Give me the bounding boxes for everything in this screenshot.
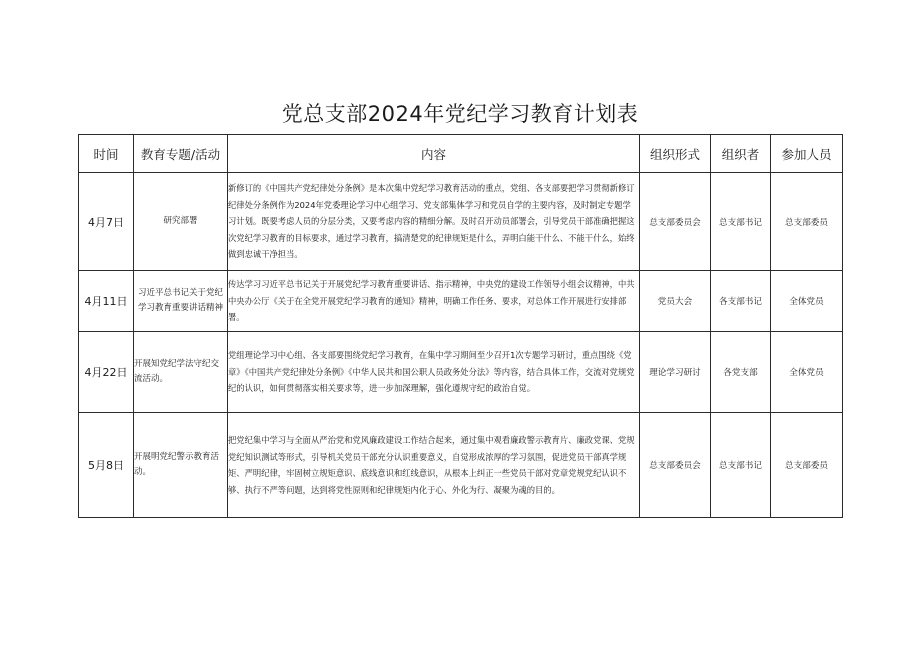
row-participants: 全体党员	[771, 271, 843, 332]
header-content: 内容	[228, 135, 640, 173]
header-participants: 参加人员	[771, 135, 843, 173]
row-organizer: 各支部书记	[711, 271, 771, 332]
table-row	[79, 413, 843, 518]
row-organizer: 各党支部	[711, 332, 771, 413]
header-organizer: 组织者	[711, 135, 771, 173]
row-content: 新修订的《中国共产党纪律处分条例》是本次集中党纪学习教育活动的重点，党组、各支部要把学习贯彻新修订纪律处分条例作为2024年党委理论学习中心组学习、党支部集体学习和党员自学的主要内容，及时制定专题学习计划。既要考虑人员的分层分类，又要考虑内容的精细分解。及时召开动员部署会，引导党员干部准确把握这次党纪学习教育的目标要求，通过学习教育，搞清楚党的纪律规矩是什么，弄明白能干什么、不能干什么，始终做到忠诚干净担当。	[228, 173, 640, 271]
plan-table	[78, 134, 843, 518]
row-participants: 总支部委员	[771, 173, 843, 271]
table-header-row	[79, 135, 843, 173]
row-date: 4月11日	[79, 271, 134, 332]
row-organizer: 总支部书记	[711, 413, 771, 518]
row-date: 4月7日	[79, 173, 134, 271]
page-title: 党总支部2024年党纪学习教育计划表	[281, 102, 639, 126]
header-time: 时间	[79, 135, 134, 173]
row-topic: 习近平总书记关于党纪学习教育重要讲话精神	[134, 271, 228, 332]
row-participants: 总支部委员	[771, 413, 843, 518]
row-participants: 全体党员	[771, 332, 843, 413]
row-form: 总支部委员会	[640, 413, 711, 518]
table-row	[79, 332, 843, 413]
row-topic: 开展知党纪学法守纪交流活动。	[134, 332, 228, 413]
row-content: 传达学习习近平总书记关于开展党纪学习教育重要讲话、指示精神，中央党的建设工作领导小组会议精神，中共中央办公厅《关于在全党开展党纪学习教育的通知》精神，明确工作任务、要求，对总体工作开展进行安排部署。	[228, 271, 640, 332]
row-form: 理论学习研讨	[640, 332, 711, 413]
table-row	[79, 271, 843, 332]
row-form: 党员大会	[640, 271, 711, 332]
row-date: 4月22日	[79, 332, 134, 413]
row-date: 5月8日	[79, 413, 134, 518]
row-form: 总支部委员会	[640, 173, 711, 271]
row-content: 把党纪集中学习与全面从严治党和党风廉政建设工作结合起来，通过集中观看廉政警示教育片、廉政党课、党规党纪知识测试等形式，引导机关党员干部充分认识重要意义，自觉形成浓厚的学习氛围，促进党员干部真学规矩、严明纪律，牢固树立规矩意识、底线意识和红线意识，从根本上纠正一些党员干部对党章党规党纪认识不够、执行不严等问题，达到将党性原则和纪律规矩内化于心、外化为行、凝聚为魂的目的。	[228, 413, 640, 518]
row-topic: 研究部署	[134, 173, 228, 271]
header-form: 组织形式	[640, 135, 711, 173]
row-topic: 开展明党纪警示教育活动。	[134, 413, 228, 518]
row-content: 党组理论学习中心组、各支部要围绕党纪学习教育，在集中学习期间至少召开1次专题学习研讨，重点围绕《党章》《中国共产党纪律处分条例》《中华人民共和国公职人员政务处分法》等内容，结合具体工作，交流对党规党纪的认识，如何贯彻落实相关要求等，进一步加深理解，强化遵规守纪的政治自觉。	[228, 332, 640, 413]
table-row	[79, 173, 843, 271]
header-topic: 教育专题/活动	[134, 135, 228, 173]
row-organizer: 总支部书记	[711, 173, 771, 271]
